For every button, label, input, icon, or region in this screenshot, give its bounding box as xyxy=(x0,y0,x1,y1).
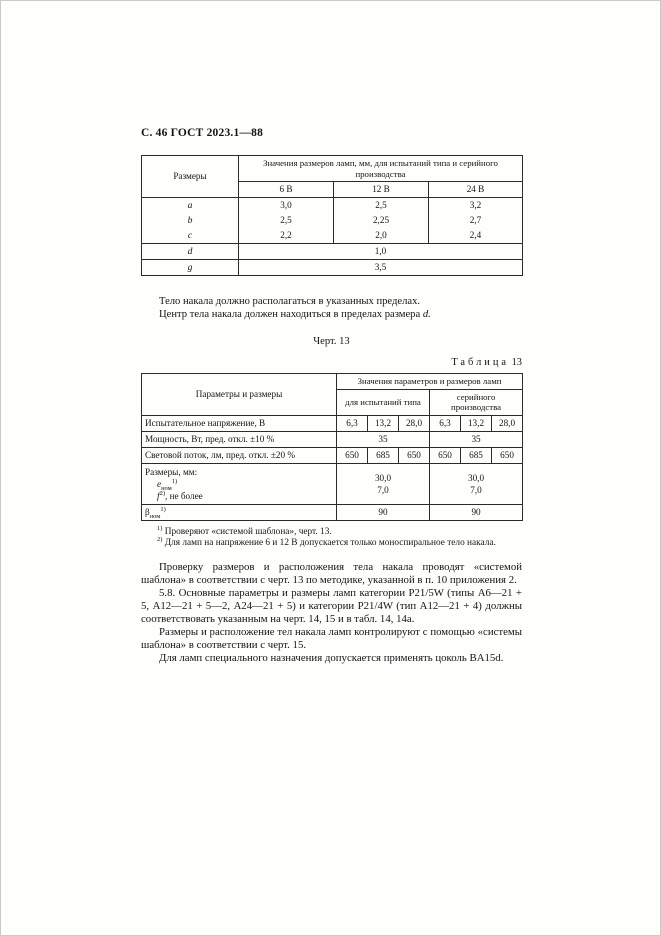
corner-header: Размеры xyxy=(142,156,239,198)
value-cell: 3,0 xyxy=(239,198,334,214)
col-header-6v: 6 В xyxy=(239,182,334,198)
footnote-marker: 2) xyxy=(157,535,163,543)
table-caption-word: Таблица xyxy=(451,357,509,368)
value-line: 7,0 xyxy=(377,484,389,495)
dimension-symbol: f xyxy=(157,490,160,501)
value-cell: 2,25 xyxy=(334,213,429,228)
paragraph-2: 5.8. Основные параметры и размеры ламп категории P21/5W (типы А6—21 + 5, А12—21 + 5—2, А24—21 + 5) и категории P21/4W (тип А12—21 + 4) должны соответствовать указанным на черт. 14, 15 и в табл. 14, 14а. xyxy=(141,586,522,625)
footnotes xyxy=(141,524,522,550)
table-row xyxy=(142,431,523,447)
value-cell: 3,5 xyxy=(239,260,523,276)
dimension-symbol: β xyxy=(145,506,150,517)
col-header-12v: 12 В xyxy=(334,182,429,198)
table-row xyxy=(142,228,523,244)
table-header-row xyxy=(142,156,523,182)
group-header-serial: серийного производства xyxy=(430,389,523,415)
footnote-marker: 1) xyxy=(157,524,163,532)
dimensions-table xyxy=(141,155,523,276)
value-line: 30,0 xyxy=(374,472,392,483)
value-line: 30,0 xyxy=(467,472,485,483)
param-label: Испытательное напряжение, В xyxy=(142,415,337,431)
param-label-e xyxy=(145,478,333,490)
value-cell xyxy=(337,463,430,504)
footnote-text: Для ламп на напряжение 6 и 12 В допускается только моноспиральное тело накала. xyxy=(162,538,496,548)
value-cell: 2,5 xyxy=(239,213,334,228)
param-label-line: Размеры, мм: xyxy=(145,466,198,477)
value-cell: 650 xyxy=(430,447,461,463)
column-group-header: Значения параметров и размеров ламп xyxy=(337,374,523,390)
value-cell: 90 xyxy=(337,504,430,520)
param-label xyxy=(142,463,337,504)
dimension-symbol: d. xyxy=(422,309,431,320)
value-cell: 28,0 xyxy=(399,415,430,431)
dimension-symbol: e xyxy=(157,478,162,489)
subscript: ном xyxy=(161,484,172,492)
value-cell: 13,2 xyxy=(461,415,492,431)
note-text: Центр тела накала должен находиться в пределах размера xyxy=(159,309,423,320)
value-cell: 13,2 xyxy=(368,415,399,431)
subscript: ном xyxy=(149,512,161,520)
value-cell: 28,0 xyxy=(492,415,523,431)
value-cell: 685 xyxy=(368,447,399,463)
table-row xyxy=(142,447,523,463)
value-cell: 1,0 xyxy=(239,244,523,260)
footnote-text: Проверяют «системой шаблона», черт. 13. xyxy=(162,526,332,537)
col-header-24v: 24 В xyxy=(429,182,523,198)
footnote-marker: 1) xyxy=(171,477,178,485)
row-label: g xyxy=(142,260,239,276)
page-content xyxy=(141,127,522,665)
table-caption xyxy=(141,357,522,368)
value-cell: 2,2 xyxy=(239,228,334,244)
table-header-row xyxy=(142,374,523,390)
table-row xyxy=(142,198,523,214)
body-text xyxy=(141,561,522,665)
value-cell: 650 xyxy=(492,447,523,463)
param-label xyxy=(142,504,337,520)
value-cell xyxy=(430,463,523,504)
footnote-2 xyxy=(141,535,522,550)
value-cell: 3,2 xyxy=(429,198,523,214)
value-cell: 2,0 xyxy=(334,228,429,244)
row-label: a xyxy=(142,198,239,214)
param-label-f xyxy=(145,490,333,502)
table-row xyxy=(142,213,523,228)
table-13 xyxy=(141,373,523,521)
group-header-type-tests: для испытаний типа xyxy=(337,389,430,415)
page-header: С. 46 ГОСТ 2023.1—88 xyxy=(141,127,264,139)
row-label: d xyxy=(142,244,239,260)
note-line xyxy=(141,308,522,321)
table-row xyxy=(142,244,523,260)
footnote-marker: 1) xyxy=(160,505,166,513)
column-group-header: Значения размеров ламп, мм, для испытаний типа и серийного производства xyxy=(239,156,523,182)
footnote-1 xyxy=(141,524,522,539)
value-cell: 650 xyxy=(337,447,368,463)
corner-header: Параметры и размеры xyxy=(142,374,337,416)
value-cell: 6,3 xyxy=(337,415,368,431)
figure-notes xyxy=(141,295,522,321)
value-cell: 90 xyxy=(430,504,523,520)
value-cell: 2,4 xyxy=(429,228,523,244)
table-row xyxy=(142,260,523,276)
param-label: Световой поток, лм, пред. откл. ±20 % xyxy=(142,447,337,463)
param-label-text: , не более xyxy=(164,490,203,501)
row-label: b xyxy=(142,213,239,228)
param-label: Мощность, Вт, пред. откл. ±10 % xyxy=(142,431,337,447)
table-row-dimensions xyxy=(142,463,523,504)
value-cell: 2,5 xyxy=(334,198,429,214)
value-cell: 35 xyxy=(337,431,430,447)
row-label: c xyxy=(142,228,239,244)
paragraph-1: Проверку размеров и расположения тела накала проводят «системой шаблона» в соответствии с черт. 13 по методике, указанной в п. 10 приложения 2. xyxy=(141,560,522,586)
paragraph-3: Размеры и расположение тел накала ламп контролируют с помощью «системы шаблона» в соответствии с черт. 15. xyxy=(141,625,522,651)
value-line: 7,0 xyxy=(470,484,482,495)
value-cell: 2,7 xyxy=(429,213,523,228)
table-row xyxy=(142,504,523,520)
note-line: Тело накала должно располагаться в указанных пределах. xyxy=(159,296,421,307)
value-cell: 685 xyxy=(461,447,492,463)
value-cell: 650 xyxy=(399,447,430,463)
paragraph-4: Для ламп специального назначения допускается применять цоколь BA15d. xyxy=(159,651,504,664)
table-row xyxy=(142,415,523,431)
figure-caption: Черт. 13 xyxy=(313,336,350,347)
table-caption-number: 13 xyxy=(511,357,522,368)
footnote-marker: 2) xyxy=(159,489,165,497)
value-cell: 6,3 xyxy=(430,415,461,431)
value-cell: 35 xyxy=(430,431,523,447)
